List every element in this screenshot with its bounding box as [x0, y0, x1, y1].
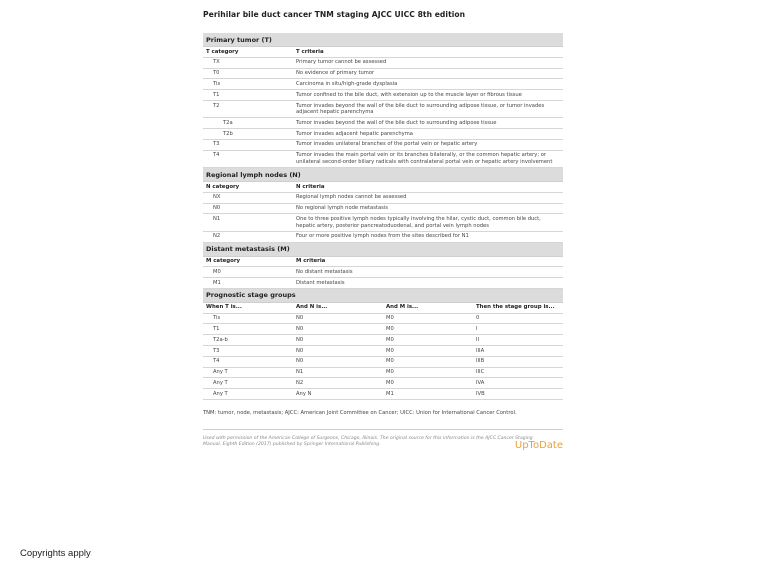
criteria-cell: No regional lymph node metastasis	[293, 203, 563, 214]
stage-cell: II	[473, 335, 563, 346]
table-row	[203, 378, 563, 389]
criteria-cell: No distant metastasis	[293, 267, 563, 278]
category-cell: T4	[203, 150, 293, 167]
table-row	[203, 324, 563, 335]
column-header-row	[203, 182, 563, 193]
table-row	[203, 150, 563, 167]
table-row	[203, 345, 563, 356]
staging-document	[203, 8, 563, 451]
column-header: When T is...	[203, 302, 293, 313]
table-row	[203, 313, 563, 324]
criteria-cell: Regional lymph nodes cannot be assessed	[293, 192, 563, 203]
category-cell: TX	[203, 57, 293, 68]
stage-cell: M0	[383, 378, 473, 389]
stage-cell: N0	[293, 324, 383, 335]
stage-cell: M0	[383, 335, 473, 346]
column-header-row	[203, 302, 563, 313]
stage-cell: IIIC	[473, 367, 563, 378]
table-row	[203, 129, 563, 140]
table-row	[203, 90, 563, 101]
criteria-cell: Tumor invades beyond the wall of the bile duct to surrounding adipose tissue, or tumor invades adjacent hepatic parenchyma	[293, 100, 563, 117]
stage-cell: Any T	[203, 389, 293, 400]
table-row	[203, 68, 563, 79]
stage-cell: N2	[293, 378, 383, 389]
stage-cell: M0	[383, 324, 473, 335]
source-note: Used with permission of the American College of Surgeons, Chicago, Illinois. The original source for this information is the AJCC Cancer Staging Manual, Eighth Edition (2017) published by Springer International Publishing.	[203, 435, 533, 447]
table-row	[203, 278, 563, 289]
category-cell: M0	[203, 267, 293, 278]
stage-cell: Any T	[203, 367, 293, 378]
divider	[203, 429, 563, 430]
category-cell: N0	[203, 203, 293, 214]
staging-table	[203, 33, 563, 400]
section-title: Regional lymph nodes (N)	[203, 168, 563, 182]
criteria-cell: Four or more positive lymph nodes from the sites described for N1	[293, 231, 563, 242]
stage-cell: IIIA	[473, 345, 563, 356]
table-row	[203, 57, 563, 68]
criteria-cell: Distant metastasis	[293, 278, 563, 289]
category-cell: T2	[203, 100, 293, 117]
category-cell: T3	[203, 139, 293, 150]
table-row	[203, 192, 563, 203]
section-title: Prognostic stage groups	[203, 288, 563, 302]
criteria-cell: Tumor invades the main portal vein or its branches bilaterally, or the common hepatic artery; or unilateral second-order biliary radicals with contralateral portal vein or hepatic artery involvement	[293, 150, 563, 167]
category-cell: N1	[203, 214, 293, 231]
criteria-cell: Tumor invades adjacent hepatic parenchyma	[293, 129, 563, 140]
column-header: N criteria	[293, 182, 563, 193]
category-cell: NX	[203, 192, 293, 203]
stage-cell: M0	[383, 356, 473, 367]
stage-cell: IVA	[473, 378, 563, 389]
stage-cell: Tis	[203, 313, 293, 324]
stage-cell: I	[473, 324, 563, 335]
table-row	[203, 139, 563, 150]
criteria-cell: Primary tumor cannot be assessed	[293, 57, 563, 68]
category-cell: M1	[203, 278, 293, 289]
category-cell: Tis	[203, 79, 293, 90]
stage-cell: IIIB	[473, 356, 563, 367]
category-cell: T0	[203, 68, 293, 79]
footnote: TNM: tumor, node, metastasis; AJCC: American Joint Committee on Cancer; UICC: Union for International Cancer Control.	[203, 409, 517, 416]
stage-cell: M0	[383, 345, 473, 356]
stage-cell: Any N	[293, 389, 383, 400]
column-header-row	[203, 256, 563, 267]
criteria-cell: No evidence of primary tumor	[293, 68, 563, 79]
table-row	[203, 356, 563, 367]
section-title: Distant metastasis (M)	[203, 242, 563, 256]
table-row	[203, 267, 563, 278]
stage-cell: N1	[293, 367, 383, 378]
stage-cell: N0	[293, 356, 383, 367]
section-header-row	[203, 33, 563, 47]
uptodate-logo: UpToDate	[514, 439, 563, 451]
column-header: And M is...	[383, 302, 473, 313]
column-header: N category	[203, 182, 293, 193]
table-row	[203, 79, 563, 90]
stage-cell: M0	[383, 313, 473, 324]
table-row	[203, 389, 563, 400]
section-header-row	[203, 288, 563, 302]
stage-cell: N0	[293, 313, 383, 324]
column-header: Then the stage group is...	[473, 302, 563, 313]
table-row	[203, 231, 563, 242]
stage-cell: T3	[203, 345, 293, 356]
column-header: M category	[203, 256, 293, 267]
stage-cell: N0	[293, 335, 383, 346]
stage-cell: M1	[383, 389, 473, 400]
stage-cell: T1	[203, 324, 293, 335]
criteria-cell: One to three positive lymph nodes typically involving the hilar, cystic duct, common bile duct, hepatic artery, posterior pancreatoduodenal, and portal vein lymph nodes	[293, 214, 563, 231]
document-title: Perihilar bile duct cancer TNM staging AJCC UICC 8th edition	[203, 10, 466, 19]
table-row	[203, 100, 563, 117]
table-row	[203, 214, 563, 231]
criteria-cell: Tumor invades beyond the wall of the bile duct to surrounding adipose tissue	[293, 118, 563, 129]
category-cell: T1	[203, 90, 293, 101]
stage-cell: IVB	[473, 389, 563, 400]
category-cell: T2b	[203, 129, 293, 140]
stage-cell: T2a-b	[203, 335, 293, 346]
criteria-cell: Tumor confined to the bile duct, with extension up to the muscle layer or fibrous tissue	[293, 90, 563, 101]
column-header: T criteria	[293, 47, 563, 58]
section-header-row	[203, 168, 563, 182]
table-row	[203, 367, 563, 378]
column-header: M criteria	[293, 256, 563, 267]
criteria-cell: Tumor invades unilateral branches of the portal vein or hepatic artery	[293, 139, 563, 150]
table-row	[203, 335, 563, 346]
stage-cell: Any T	[203, 378, 293, 389]
category-cell: N2	[203, 231, 293, 242]
copyright-text: Copyrights apply	[20, 548, 91, 559]
table-row	[203, 203, 563, 214]
section-title: Primary tumor (T)	[203, 33, 563, 47]
section-header-row	[203, 242, 563, 256]
stage-cell: 0	[473, 313, 563, 324]
stage-cell: N0	[293, 345, 383, 356]
stage-cell: T4	[203, 356, 293, 367]
criteria-cell: Carcinoma in situ/high-grade dysplasia	[293, 79, 563, 90]
column-header: T category	[203, 47, 293, 58]
column-header: And N is...	[293, 302, 383, 313]
table-row	[203, 118, 563, 129]
stage-cell: M0	[383, 367, 473, 378]
column-header-row	[203, 47, 563, 58]
category-cell: T2a	[203, 118, 293, 129]
